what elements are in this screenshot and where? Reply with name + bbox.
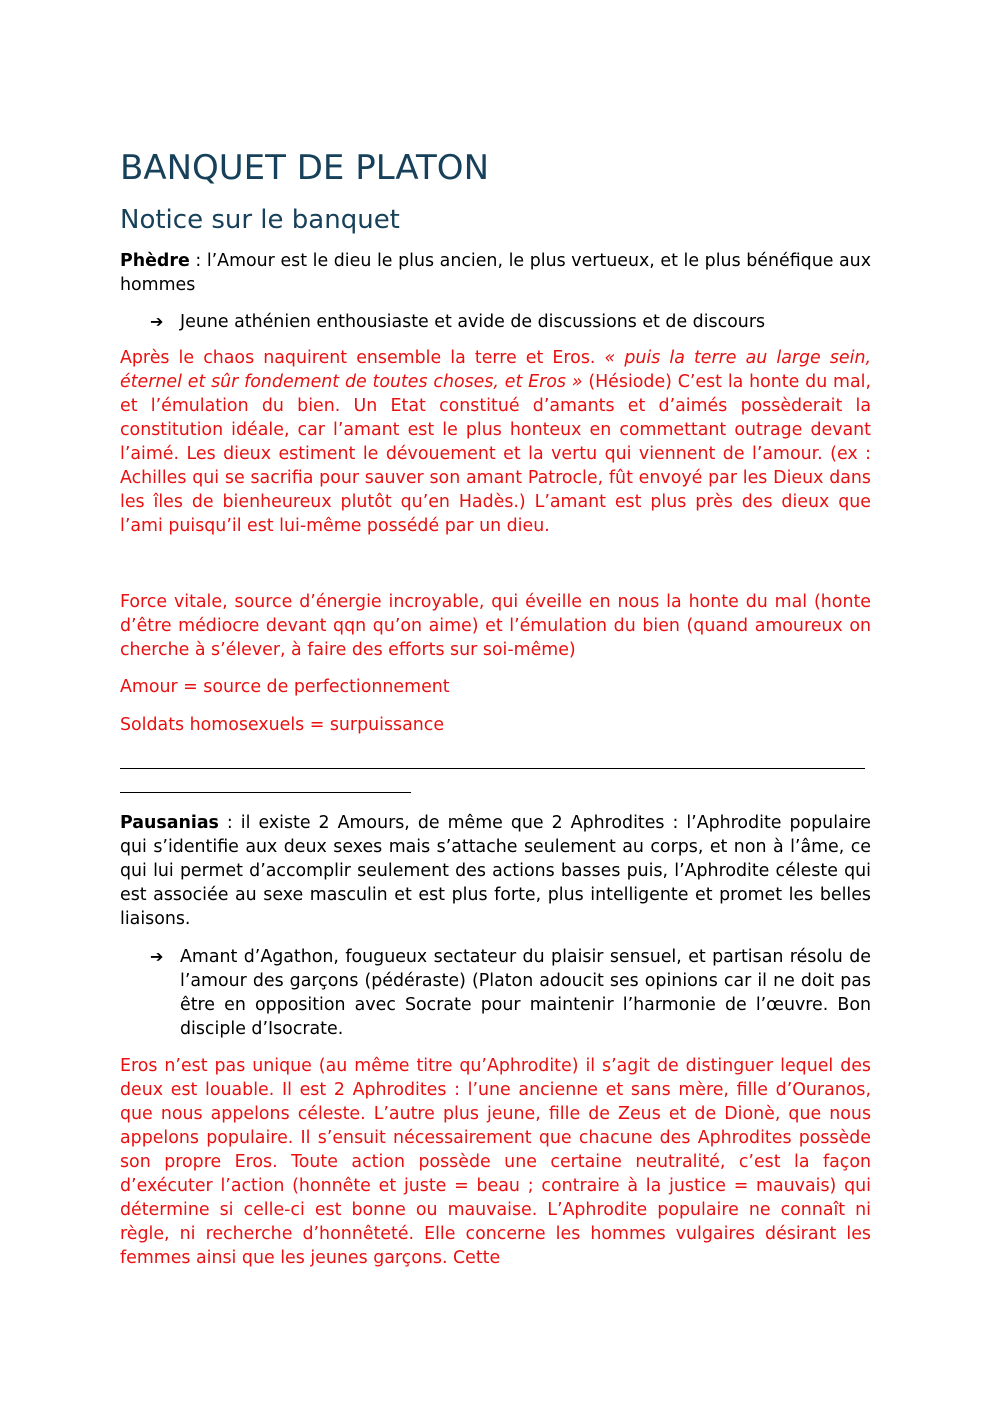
phedre-intro: Phèdre : l’Amour est le dieu le plus ancien, le plus vertueux, et le plus bénéfique aux hommes [120,251,871,295]
pausanias-intro: Pausanias : il existe 2 Amours, de même que 2 Aphrodites : l’Aphrodite populaire qui s’identifie aux deux sexes mais s’attache seulement au corps, et non à l’âme, ce qui lui permet d’accomplir seulement des actions basses puis, l’Aphrodite céleste qui est associée au sexe masculin et est plus forte, plus intelligente et promet les belles liaisons. [120,813,871,929]
phedre-paragraph-1: Après le chaos naquirent ensemble la terre et Eros. « puis la terre au large sein, éternel et sûr fondement de toutes choses, et Eros » (Hésiode) C’est la honte du mal, et l’émulation du bien. Un Etat constitué d’amants et d’aimés possèderait la constitution idéale, car l’amant est le plus honteux en commettant outrage devant l’aimé. Les dieux estiment le dévouement et la vertu qui viennent de l’amour. (ex : Achilles qui se sacrifia pour sauver son amant Patrocle, fût envoyé par les Dieux dans les îles de bienheureux plutôt qu’en Hadès.) L’amant est plus près des dieux que l’ami puisqu’il est lui-même possédé par un dieu. [120,348,871,536]
document-title: BANQUET DE PLATON [120,148,490,188]
phedre-paragraph-3: Amour = source de perfectionnement [120,677,450,697]
phedre-paragraph-2: Force vitale, source d’énergie incroyable, qui éveille en nous la honte du mal (honte d’être médiocre devant qqn qu’on aime) et l’émulation du bien (quand amoureux on cherche à s’élever, à faire des efforts sur soi-même) [120,592,871,660]
arrow-right-icon: ➔ [150,947,164,966]
phedre-paragraph-4: Soldats homosexuels = surpuissance [120,715,445,735]
arrow-right-icon: ➔ [150,312,164,331]
document-subtitle: Notice sur le banquet [120,205,400,235]
phedre-bullet: ➔ Jeune athénien enthousiaste et avide de discussions et de discours [150,312,766,332]
separator-line-2 [120,792,411,793]
phedre-name: Phèdre [120,251,190,271]
hesiode-quote: « puis la terre au large sein, éternel et sûr fondement de toutes choses, et Eros » [120,348,871,392]
pausanias-name: Pausanias [120,813,219,833]
pausanias-paragraph-1: Eros n’est pas unique (au même titre qu’Aphrodite) il s’agit de distinguer lequel des deux est louable. Il est 2 Aphrodites : l’une ancienne et sans mère, fille d’Ouranos, que nous appelons céleste. L’autre plus jeune, fille de Zeus et de Dionè, que nous appelons populaire. Il s’ensuit nécessairement que chacune des Aphrodites possède son propre Eros. Toute action possède une certaine neutralité, c’est la façon d’exécuter l’action (honnête et juste = beau ; contraire à la justice = mauvais) qui détermine si celle-ci est bonne ou mauvaise. L’Aphrodite populaire ne connaît ni règle, ni recherche d’honnêteté. Elle concerne les hommes vulgaires désirant les femmes ainsi que les jeunes garçons. Cette [120,1056,871,1268]
pausanias-bullet: ➔ Amant d’Agathon, fougueux sectateur du plaisir sensuel, et partisan résolu de l’amour des garçons (pédéraste) (Platon adoucit ses opinions car il ne doit pas être en opposition avec Socrate pour maintenir l’harmonie de l’œuvre. Bon disciple d’Isocrate. [150,947,871,1039]
separator-line-1 [120,768,865,769]
